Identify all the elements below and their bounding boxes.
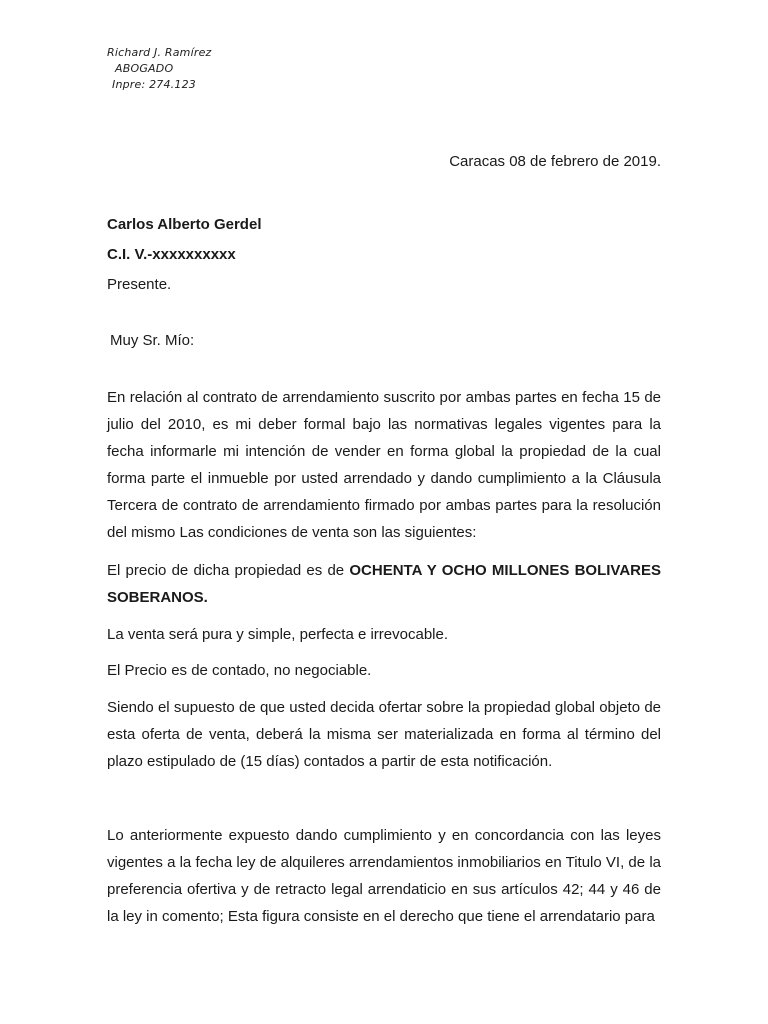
- paragraph-intro: En relación al contrato de arrendamiento suscrito por ambas partes en fecha 15 de julio del 2010, es mi deber formal bajo las normativas legales vigentes para la fecha informarle mi intención de vender en forma global la propiedad de la cual forma parte el inmueble por usted arrendado y dando cumplimiento a la Cláusula Tercera de contrato de arrendamiento firmado por ambas partes para la resolución del mismo Las condiciones de venta son las siguientes:: [107, 389, 661, 541]
- recipient-presente: Presente.: [107, 276, 172, 293]
- paragraph-legal-basis: Lo anteriormente expuesto dando cumplimiento y en concordancia con las leyes vigentes a la fecha ley de alquileres arrendamientos inmobiliarios en Titulo VI, de la preferencia ofertiva y de retracto legal arrendaticio en sus artículos 42; 44 y 46 de la ley in comento; Esta figura consiste en el derecho que tiene el arrendatario para: [107, 827, 661, 925]
- letterhead-inpre: Inpre: 274.123: [112, 78, 196, 91]
- letterhead-name: Richard J. Ramírez: [107, 46, 212, 59]
- recipient-ci: C.I. V.-xxxxxxxxxx: [107, 246, 236, 263]
- paragraph-sale-terms: La venta será pura y simple, perfecta e irrevocable.: [107, 626, 449, 643]
- recipient-block: [107, 210, 661, 300]
- date-line: Caracas 08 de febrero de 2019.: [449, 153, 661, 170]
- salutation: Muy Sr. Mío:: [110, 332, 195, 349]
- paragraph-offer-terms: Siendo el supuesto de que usted decida ofertar sobre la propiedad global objeto de esta oferta de venta, deberá la misma ser materializada en forma al término del plazo estipulado de (15 días) contados a partir de esta notificación.: [107, 699, 661, 770]
- price-prefix: El precio de dicha propiedad es de: [107, 562, 350, 579]
- paragraph-price: [107, 557, 661, 611]
- letterhead: [107, 45, 212, 93]
- recipient-name: Carlos Alberto Gerdel: [107, 216, 262, 233]
- letterhead-title: ABOGADO: [115, 62, 174, 75]
- price-amount: OCHENTA Y OCHO MILLONES BOLIVARES SOBERANOS.: [107, 562, 661, 606]
- paragraph-payment-terms: El Precio es de contado, no negociable.: [107, 662, 372, 679]
